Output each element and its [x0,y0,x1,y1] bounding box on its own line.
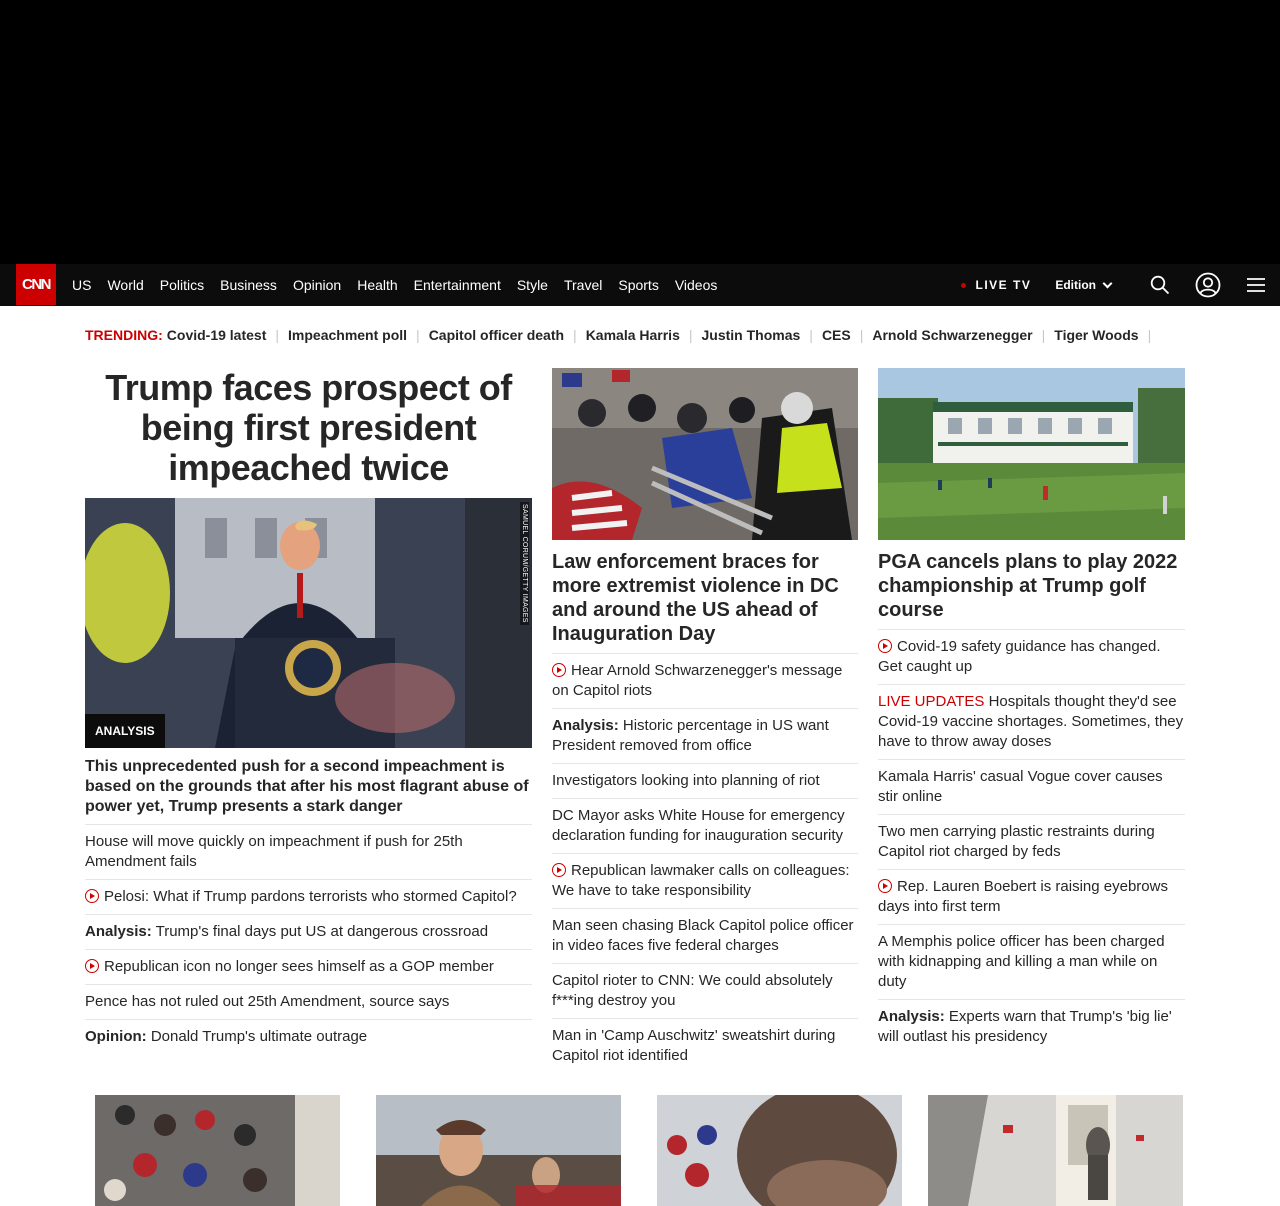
cnn-logo[interactable]: CNN [16,264,56,305]
nav-utilities [961,264,1280,306]
list-item[interactable]: Covid-19 safety guidance has changed. Get caught up [878,630,1185,685]
list-item[interactable]: DC Mayor asks White House for emergency declaration funding for inauguration security [552,799,858,854]
list-item[interactable]: Opinion: Donald Trump's ultimate outrage [85,1028,368,1045]
trending-item[interactable]: Capitol officer death [428,327,565,343]
video-thumbnail[interactable] [95,1095,340,1206]
video-play-icon [85,889,99,903]
main-nav [64,264,725,306]
list-item[interactable]: Republican lawmaker calls on colleagues: We have to take responsibility [552,854,858,909]
nav-link-style[interactable]: Style [516,277,548,293]
nav-link-business[interactable]: Business [220,277,277,293]
list-item[interactable]: Two men carrying plastic restraints during Capitol riot charged by feds [878,815,1185,870]
advertisement-banner [0,0,1280,264]
analysis-badge: ANALYSIS [85,714,165,748]
nav-link-sports[interactable]: Sports [618,277,659,293]
lead-story-column [85,368,532,1054]
lead-story-photo[interactable] [85,498,532,748]
trending-item[interactable]: Impeachment poll [288,327,408,343]
video-play-icon [552,863,566,877]
live-tv-button[interactable]: LIVE TV [961,278,1031,292]
analysis-label: Analysis: [552,717,619,734]
opinion-label: Opinion: [85,1028,147,1045]
middle-related-list [552,654,858,1073]
right-headline[interactable]: PGA cancels plans to play 2022 championship at Trump golf course [878,540,1185,630]
trending-item[interactable]: Justin Thomas [701,327,801,343]
top-navigation-bar [0,264,1280,306]
trending-item[interactable]: Covid-19 latest [166,327,267,343]
list-item[interactable]: Analysis: Trump's final days put US at dangerous crossroad [85,915,532,950]
right-related-list [878,630,1185,1054]
video-play-icon [552,663,566,677]
list-item[interactable]: Investigators looking into planning of riot [552,764,858,799]
middle-story-column [552,368,858,1073]
nav-link-health[interactable]: Health [357,277,398,293]
list-item[interactable]: Man in 'Camp Auschwitz' sweatshirt during Capitol riot identified [552,1027,836,1064]
list-item[interactable]: Kamala Harris' casual Vogue cover causes stir online [878,760,1185,815]
trending-item[interactable]: Kamala Harris [585,327,680,343]
golf-course-photo[interactable] [878,368,1185,540]
list-item[interactable]: Man seen chasing Black Capitol police officer in video faces five federal charges [552,909,858,964]
video-play-icon [85,959,99,973]
list-item[interactable]: Analysis: Historic percentage in US want President removed from office [552,709,858,764]
video-thumbnail-row [0,1095,1280,1206]
list-item[interactable]: Pence has not ruled out 25th Amendment, source says [85,985,532,1020]
list-item[interactable]: LIVE UPDATES Hospitals thought they'd see Covid-19 vaccine shortages. Sometimes, they have to throw away doses [878,685,1185,760]
nav-link-world[interactable]: World [107,277,144,293]
trending-bar: TRENDING: Covid-19 latest | Impeachment poll | Capitol officer death | Kamala Harris | Justin Thomas | CES | Arnold Schwarzenegger | Tiger Woods | [85,327,1152,343]
nav-link-us[interactable]: US [72,277,92,293]
video-thumbnail[interactable] [928,1095,1183,1206]
live-updates-label: LIVE UPDATES [878,693,985,710]
nav-link-entertainment[interactable]: Entertainment [413,277,501,293]
middle-headline[interactable]: Law enforcement braces for more extremist violence in DC and around the US ahead of Inauguration Day [552,540,858,654]
nav-link-travel[interactable]: Travel [563,277,603,293]
list-item[interactable]: A Memphis police officer has been charged with kidnapping and killing a man while on duty [878,925,1185,1000]
list-item[interactable]: Analysis: Experts warn that Trump's 'big lie' will outlast his presidency [878,1008,1172,1045]
list-item[interactable]: House will move quickly on impeachment if push for 25th Amendment fails [85,825,532,880]
trending-item[interactable]: Tiger Woods [1054,327,1139,343]
nav-link-videos[interactable]: Videos [674,277,718,293]
lead-related-list [85,825,532,1054]
video-thumbnail[interactable] [657,1095,902,1206]
list-item[interactable]: Pelosi: What if Trump pardons terrorists who stormed Capitol? [85,880,532,915]
photo-credit: SAMUEL CORUM/GETTY IMAGES [521,504,528,623]
lead-title[interactable]: Trump faces prospect of being first president impeached twice [105,367,512,488]
trending-label: TRENDING: [85,327,163,343]
video-thumbnail[interactable] [376,1095,621,1206]
capitol-riot-photo[interactable] [552,368,858,540]
list-item[interactable]: Capitol rioter to CNN: We could absolutely f***ing destroy you [552,964,858,1019]
menu-icon[interactable] [1232,264,1280,306]
nav-link-opinion[interactable]: Opinion [292,277,342,293]
video-play-icon [878,879,892,893]
search-icon[interactable] [1136,264,1184,306]
right-story-column [878,368,1185,1054]
nav-link-politics[interactable]: Politics [159,277,205,293]
trending-item[interactable]: CES [821,327,851,343]
analysis-label: Analysis: [878,1008,945,1025]
video-play-icon [878,639,892,653]
list-item[interactable]: Hear Arnold Schwarzenegger's message on Capitol riots [552,654,858,709]
lead-headline[interactable]: This unprecedented push for a second impeachment is based on the grounds that after his most flagrant abuse of power yet, Trump presents a stark danger [85,748,532,825]
chevron-down-icon [1103,279,1113,289]
list-item[interactable]: Rep. Lauren Boebert is raising eyebrows days into first term [878,870,1185,925]
edition-dropdown[interactable]: Edition [1055,278,1111,292]
list-item[interactable]: Republican icon no longer sees himself as a GOP member [85,950,532,985]
live-dot-icon [961,283,966,288]
analysis-label: Analysis: [85,923,152,940]
trending-item[interactable]: Arnold Schwarzenegger [872,327,1033,343]
user-account-icon[interactable] [1184,264,1232,306]
